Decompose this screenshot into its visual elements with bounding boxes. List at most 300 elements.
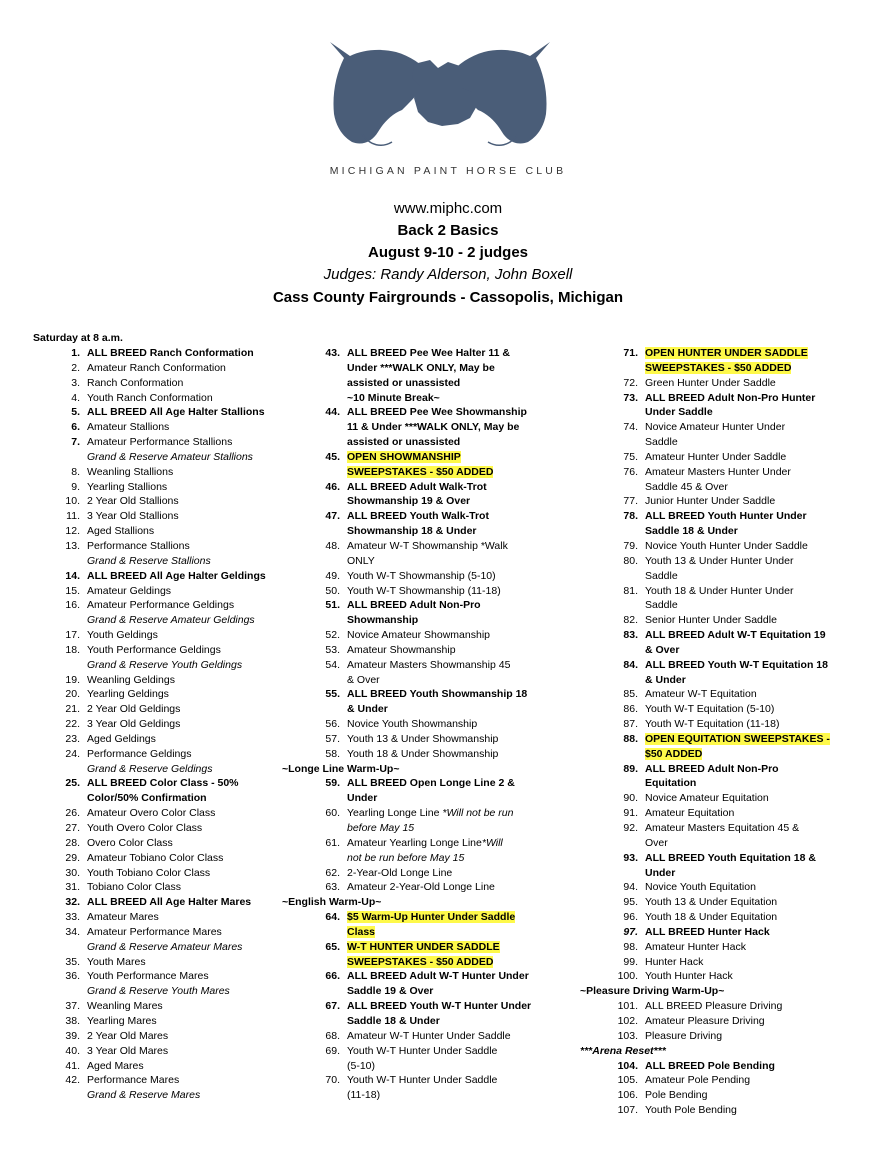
class-name: Showmanship 19 & Over <box>347 495 471 508</box>
class-note: before May 15 <box>347 822 415 834</box>
class-item <box>52 509 322 524</box>
class-number: 97. <box>623 925 638 938</box>
class-name: ALL BREED All Age Halter Mares <box>87 896 252 909</box>
class-item <box>52 420 322 435</box>
class-item <box>610 465 885 480</box>
class-name: Hunter Hack <box>645 955 704 968</box>
class-name: ALL BREED Youth Equitation 18 & <box>645 851 816 864</box>
class-number: 78. <box>623 510 638 523</box>
start-time: Saturday at 8 a.m. <box>33 332 123 344</box>
class-name: Amateur Performance Geldings <box>87 599 235 612</box>
class-name: (5-10) <box>347 1059 376 1072</box>
class-number <box>312 465 340 480</box>
class-number: 72. <box>623 376 638 389</box>
class-number: 11. <box>66 510 80 523</box>
class-item <box>52 866 322 881</box>
class-number: 8. <box>71 465 80 478</box>
class-number: 83. <box>623 629 638 642</box>
class-name: ALL BREED Pee Wee Showmanship <box>347 406 527 419</box>
class-item-continued <box>610 569 885 584</box>
class-item <box>52 376 322 391</box>
class-item <box>52 1029 322 1044</box>
section-heading: ~Pleasure Driving Warm-Up~ <box>580 985 725 998</box>
class-number: 49. <box>325 569 340 582</box>
class-item <box>52 643 322 658</box>
class-note: Grand & Reserve Amateur Mares <box>87 940 243 953</box>
class-name: & Under <box>645 673 686 686</box>
class-name: 2-Year-Old Longe Line <box>347 866 453 879</box>
class-name: Novice Amateur Hunter Under <box>645 421 786 434</box>
class-number: 37. <box>65 1000 80 1013</box>
class-name: Amateur Equitation <box>645 807 735 820</box>
class-name: ALL BREED Color Class - 50% <box>87 777 239 790</box>
class-name: Amateur Masters Equitation 45 & <box>645 822 800 834</box>
class-name: Amateur Showmanship <box>347 643 456 656</box>
event-title: Back 2 Basics <box>397 222 499 239</box>
class-list-column-1 <box>52 346 322 1103</box>
class-name: Equitation <box>645 777 697 790</box>
class-item <box>610 1014 885 1029</box>
class-item-continued <box>312 420 572 435</box>
class-item <box>312 450 572 465</box>
class-item <box>52 346 322 361</box>
class-number <box>610 866 638 881</box>
class-name: 11 & Under ***WALK ONLY, May be <box>347 421 520 434</box>
class-name: Youth Hunter Hack <box>645 970 733 983</box>
class-name: ALL BREED All Age Halter Stallions <box>87 406 265 419</box>
class-name: & Over <box>645 643 680 656</box>
class-number: 14. <box>65 569 80 582</box>
class-note: not be run before May 15 <box>347 851 465 864</box>
class-note: Grand & Reserve Youth Geldings <box>87 658 243 671</box>
class-name: Amateur Tobiano Color Class <box>87 851 224 864</box>
class-number: 17. <box>65 629 80 642</box>
class-item-continued <box>610 836 885 851</box>
class-name: Youth W-T Showmanship (11-18) <box>347 584 501 597</box>
class-number <box>610 480 638 495</box>
class-number: 95. <box>623 896 638 909</box>
class-item-continued <box>610 598 885 613</box>
class-name: ALL BREED Pole Bending <box>645 1059 775 1072</box>
class-item-continued <box>312 376 572 391</box>
class-number: 94. <box>623 881 638 894</box>
class-name: Ranch Conformation <box>87 376 184 389</box>
class-name: Saddle <box>645 569 678 582</box>
class-number: 100. <box>617 970 638 983</box>
class-name: Amateur W-T Hunter Under Saddle <box>347 1029 511 1042</box>
class-name: Youth 13 & Under Showmanship <box>347 732 499 745</box>
class-name: (11-18) <box>347 1089 381 1102</box>
class-number: 88. <box>623 732 638 745</box>
class-number <box>610 643 638 658</box>
class-name: Under Saddle <box>645 406 713 419</box>
class-name: Performance Mares <box>87 1074 180 1087</box>
class-name: Pleasure Driving <box>645 1029 723 1042</box>
class-name: Youth 18 & Under Hunter Under <box>645 584 794 597</box>
class-item-continued <box>312 465 572 480</box>
class-item-continued <box>610 435 885 450</box>
class-number: 39. <box>65 1029 80 1042</box>
class-item <box>312 880 572 895</box>
class-item <box>610 420 885 435</box>
class-item-continued <box>610 643 885 658</box>
class-number: 53. <box>325 643 340 656</box>
class-item <box>312 687 572 702</box>
class-item <box>52 435 322 450</box>
class-item <box>610 376 885 391</box>
class-name: Amateur Geldings <box>87 584 172 597</box>
class-name: 2 Year Old Geldings <box>87 703 181 716</box>
class-number: 50. <box>325 584 340 597</box>
class-number: 32. <box>65 896 80 909</box>
class-name: ~10 Minute Break~ <box>347 391 440 404</box>
class-number: 80. <box>623 554 638 567</box>
class-name: Pole Bending <box>645 1089 708 1102</box>
class-name: Weanling Geldings <box>87 673 175 686</box>
class-item-continued <box>610 866 885 881</box>
class-item <box>312 969 572 984</box>
class-name: Novice Youth Equitation <box>645 881 756 894</box>
class-number <box>312 673 340 688</box>
class-number: 42. <box>65 1074 80 1087</box>
class-item <box>610 628 885 643</box>
class-name: Color/50% Confirmation <box>87 792 207 805</box>
class-number <box>610 836 638 851</box>
class-number: 4. <box>71 391 80 404</box>
event-venue: Cass County Fairgrounds - Cassopolis, Michigan <box>272 289 624 306</box>
class-name: W-T HUNTER UNDER SADDLE <box>347 940 500 953</box>
class-number <box>312 984 340 999</box>
class-note: *Will not be run <box>442 807 514 820</box>
class-number: 106. <box>617 1089 638 1102</box>
class-item <box>52 821 322 836</box>
class-name: 3 Year Old Geldings <box>87 718 181 731</box>
class-item <box>52 539 322 554</box>
class-name: & Under <box>347 703 388 716</box>
class-number: 38. <box>65 1014 80 1027</box>
class-number: 103. <box>617 1029 638 1042</box>
class-name: $5 Warm-Up Hunter Under Saddle <box>347 911 516 924</box>
class-number: 1. <box>71 347 80 359</box>
class-name: Novice Youth Hunter Under Saddle <box>645 539 808 552</box>
class-number: 91. <box>623 807 638 820</box>
class-item <box>610 539 885 554</box>
class-item <box>610 969 885 984</box>
class-item <box>312 776 572 791</box>
class-name: ALL BREED Adult Non-Pro <box>347 599 481 612</box>
class-item <box>610 910 885 925</box>
class-number: 33. <box>65 911 80 924</box>
class-name: Showmanship <box>347 614 419 627</box>
class-number: 86. <box>623 703 638 716</box>
class-item <box>312 405 572 420</box>
section-heading: ~English Warm-Up~ <box>282 896 382 909</box>
class-name: Senior Hunter Under Saddle <box>645 614 777 627</box>
class-number: 26. <box>65 807 80 820</box>
class-number <box>610 435 638 450</box>
class-item-continued <box>312 554 572 569</box>
class-item-continued <box>610 524 885 539</box>
class-number: 29. <box>65 851 80 864</box>
class-number <box>610 598 638 613</box>
class-item <box>312 940 572 955</box>
class-name: Novice Amateur Showmanship <box>347 629 490 642</box>
class-number <box>312 391 340 406</box>
class-name: 2 Year Old Mares <box>87 1029 169 1042</box>
class-item <box>312 658 572 673</box>
class-note: Grand & Reserve Amateur Stallions <box>87 450 253 463</box>
class-number <box>312 955 340 970</box>
class-item-continued <box>312 925 572 940</box>
class-name: Yearling Longe Line <box>347 807 443 820</box>
class-name: Amateur Ranch Conformation <box>87 361 226 374</box>
class-number: 16. <box>65 599 80 612</box>
class-number: 25. <box>65 777 80 790</box>
class-name: ALL BREED Ranch Conformation <box>87 347 254 359</box>
class-name: Youth Performance Geldings <box>87 643 221 656</box>
class-item-continued <box>312 791 572 806</box>
class-number: 107. <box>617 1104 638 1117</box>
class-name: Youth 18 & Under Showmanship <box>347 747 499 760</box>
class-item <box>312 628 572 643</box>
class-name: Yearling Geldings <box>87 688 169 701</box>
class-name: ALL BREED Adult W-T Hunter Under <box>347 970 529 983</box>
class-name: Aged Mares <box>87 1059 144 1072</box>
class-item <box>52 717 322 732</box>
class-note: Grand & Reserve Youth Mares <box>87 985 230 998</box>
class-item <box>52 1073 322 1088</box>
class-name: Weanling Stallions <box>87 465 174 478</box>
class-item <box>610 851 885 866</box>
class-number <box>312 554 340 569</box>
class-number: 24. <box>65 747 80 760</box>
class-name: ALL BREED All Age Halter Geldings <box>87 569 266 582</box>
class-item <box>610 999 885 1014</box>
class-number: 28. <box>65 836 80 849</box>
class-item <box>610 762 885 777</box>
class-number: 65. <box>325 940 340 953</box>
class-item <box>52 836 322 851</box>
class-name: Amateur W-T Equitation <box>645 688 757 701</box>
class-item <box>52 806 322 821</box>
class-item <box>52 880 322 895</box>
class-number <box>610 673 638 688</box>
class-name: Amateur Overo Color Class <box>87 807 216 820</box>
class-item-continued <box>610 776 885 791</box>
class-name: Amateur Pole Pending <box>645 1074 751 1087</box>
class-item <box>610 1103 885 1118</box>
class-number <box>610 524 638 539</box>
class-name: assisted or unassisted <box>347 436 461 449</box>
class-item <box>312 509 572 524</box>
class-number <box>610 776 638 791</box>
class-item <box>610 687 885 702</box>
class-name: Youth 13 & Under Hunter Under <box>645 554 794 567</box>
class-item <box>52 747 322 762</box>
class-number: 43. <box>325 347 340 359</box>
class-note: Grand & Reserve Amateur Geldings <box>87 614 255 627</box>
class-name: ALL BREED Youth W-T Equitation 18 <box>645 658 828 671</box>
class-item <box>52 361 322 376</box>
class-name: Tobiano Color Class <box>87 881 181 894</box>
class-number: 87. <box>623 718 638 731</box>
class-item-continued <box>312 702 572 717</box>
class-number: 3. <box>71 376 80 389</box>
org-name: MICHIGAN PAINT HORSE CLUB <box>329 165 567 177</box>
class-number: 9. <box>71 480 80 493</box>
class-number: 54. <box>325 658 340 671</box>
class-name: Amateur 2-Year-Old Longe Line <box>347 881 495 894</box>
class-number <box>312 702 340 717</box>
class-number: 85. <box>623 688 638 701</box>
class-name: ONLY <box>347 554 375 567</box>
class-item-continued <box>610 405 885 420</box>
class-number: 12. <box>65 525 80 538</box>
class-item-continued <box>610 747 885 762</box>
class-number: 36. <box>65 970 80 983</box>
class-item <box>52 925 322 940</box>
class-number: 40. <box>65 1044 80 1057</box>
section-heading: ***Arena Reset*** <box>580 1044 666 1057</box>
class-name: Under <box>645 866 676 879</box>
class-item <box>312 598 572 613</box>
class-name: SWEEPSTAKES - $50 ADDED <box>347 465 494 478</box>
class-number: 81. <box>623 584 638 597</box>
class-name: Youth W-T Showmanship (5-10) <box>347 569 496 582</box>
class-number: 69. <box>325 1044 340 1057</box>
website-link[interactable]: www.miphc.com <box>393 200 503 217</box>
class-number: 10. <box>65 495 80 508</box>
class-number: 84. <box>623 658 638 671</box>
class-number <box>312 791 340 806</box>
class-item <box>610 1088 885 1103</box>
class-item <box>610 880 885 895</box>
class-name: Youth W-T Equitation (5-10) <box>645 703 775 716</box>
class-item <box>610 821 885 836</box>
class-number: 31. <box>65 881 80 894</box>
class-item <box>312 643 572 658</box>
class-name: assisted or unassisted <box>347 376 461 389</box>
class-number <box>610 405 638 420</box>
class-number <box>312 524 340 539</box>
class-name: ALL BREED Adult Non-Pro <box>645 762 779 775</box>
class-item <box>610 925 885 940</box>
class-number: 90. <box>623 792 638 805</box>
class-number: 99. <box>623 955 638 968</box>
class-item <box>52 776 322 791</box>
class-number <box>312 613 340 628</box>
class-name: ALL BREED Adult Walk-Trot <box>347 480 487 493</box>
class-number: 34. <box>65 925 80 938</box>
class-number: 5. <box>71 406 80 419</box>
class-item-continued <box>312 494 572 509</box>
class-name: Amateur Masters Showmanship 45 <box>347 658 511 671</box>
class-number: 62. <box>325 866 340 879</box>
class-name: Amateur Hunter Hack <box>645 940 746 953</box>
class-number: 18. <box>65 643 80 656</box>
class-name: ALL BREED Open Longe Line 2 & <box>347 777 515 790</box>
class-note: Grand & Reserve Stallions <box>87 554 211 567</box>
class-number: 63. <box>325 881 340 894</box>
class-name: ALL BREED Pee Wee Halter 11 & <box>347 347 511 359</box>
class-item <box>312 866 572 881</box>
class-item-continued <box>312 361 572 376</box>
class-name: 2 Year Old Stallions <box>87 495 179 508</box>
class-number: 77. <box>623 495 638 508</box>
class-note: *Will <box>481 836 503 849</box>
class-number <box>52 791 80 806</box>
class-item-continued <box>610 361 885 376</box>
class-item <box>610 717 885 732</box>
class-item <box>52 969 322 984</box>
class-name: OPEN EQUITATION SWEEPSTAKES - <box>645 732 830 745</box>
class-name: ALL BREED Adult W-T Equitation 19 <box>645 629 826 642</box>
class-number: 15. <box>65 584 80 597</box>
class-item <box>610 450 885 465</box>
class-number: 21. <box>65 703 80 716</box>
class-number: 57. <box>325 732 340 745</box>
class-item-continued <box>312 673 572 688</box>
class-name: Saddle 18 & Under <box>347 1014 440 1027</box>
class-item <box>312 346 572 361</box>
class-name: ALL BREED Youth W-T Hunter Under <box>347 1000 532 1013</box>
class-name: Weanling Mares <box>87 1000 163 1013</box>
class-number: 93. <box>623 851 638 864</box>
class-number: 79. <box>623 539 638 552</box>
class-item <box>52 391 322 406</box>
class-item <box>52 524 322 539</box>
class-number: 102. <box>617 1014 638 1027</box>
class-item <box>312 584 572 599</box>
class-number: 104. <box>617 1059 638 1072</box>
class-number: 82. <box>623 614 638 627</box>
class-number: 58. <box>325 747 340 760</box>
class-item <box>52 1059 322 1074</box>
class-number <box>312 925 340 940</box>
class-name: ALL BREED Youth Walk-Trot <box>347 510 489 523</box>
class-number <box>312 1059 340 1074</box>
class-item-continued <box>312 435 572 450</box>
class-item-continued <box>312 391 572 406</box>
class-number: 41. <box>65 1059 80 1072</box>
class-item <box>610 702 885 717</box>
class-number <box>312 494 340 509</box>
class-item-continued <box>312 955 572 970</box>
class-item <box>52 702 322 717</box>
class-item <box>52 955 322 970</box>
class-name: Performance Geldings <box>87 747 192 760</box>
class-number: 71. <box>623 347 638 359</box>
class-item <box>52 1044 322 1059</box>
class-item <box>52 569 322 584</box>
class-name: Over <box>645 836 668 849</box>
class-name: Youth Tobiano Color Class <box>87 866 211 879</box>
class-number: 67. <box>325 1000 340 1013</box>
class-name: Aged Geldings <box>87 732 156 745</box>
class-number <box>610 569 638 584</box>
class-item-continued <box>312 1014 572 1029</box>
class-name: Youth 13 & Under Equitation <box>645 896 778 909</box>
class-item <box>52 465 322 480</box>
class-number: 23. <box>65 732 80 745</box>
class-number: 98. <box>623 940 638 953</box>
class-item <box>312 480 572 495</box>
class-name: Youth Pole Bending <box>645 1104 737 1117</box>
class-item <box>312 1073 572 1088</box>
class-item-continued <box>312 984 572 999</box>
class-number: 20. <box>65 688 80 701</box>
class-name: Saddle <box>645 599 678 612</box>
